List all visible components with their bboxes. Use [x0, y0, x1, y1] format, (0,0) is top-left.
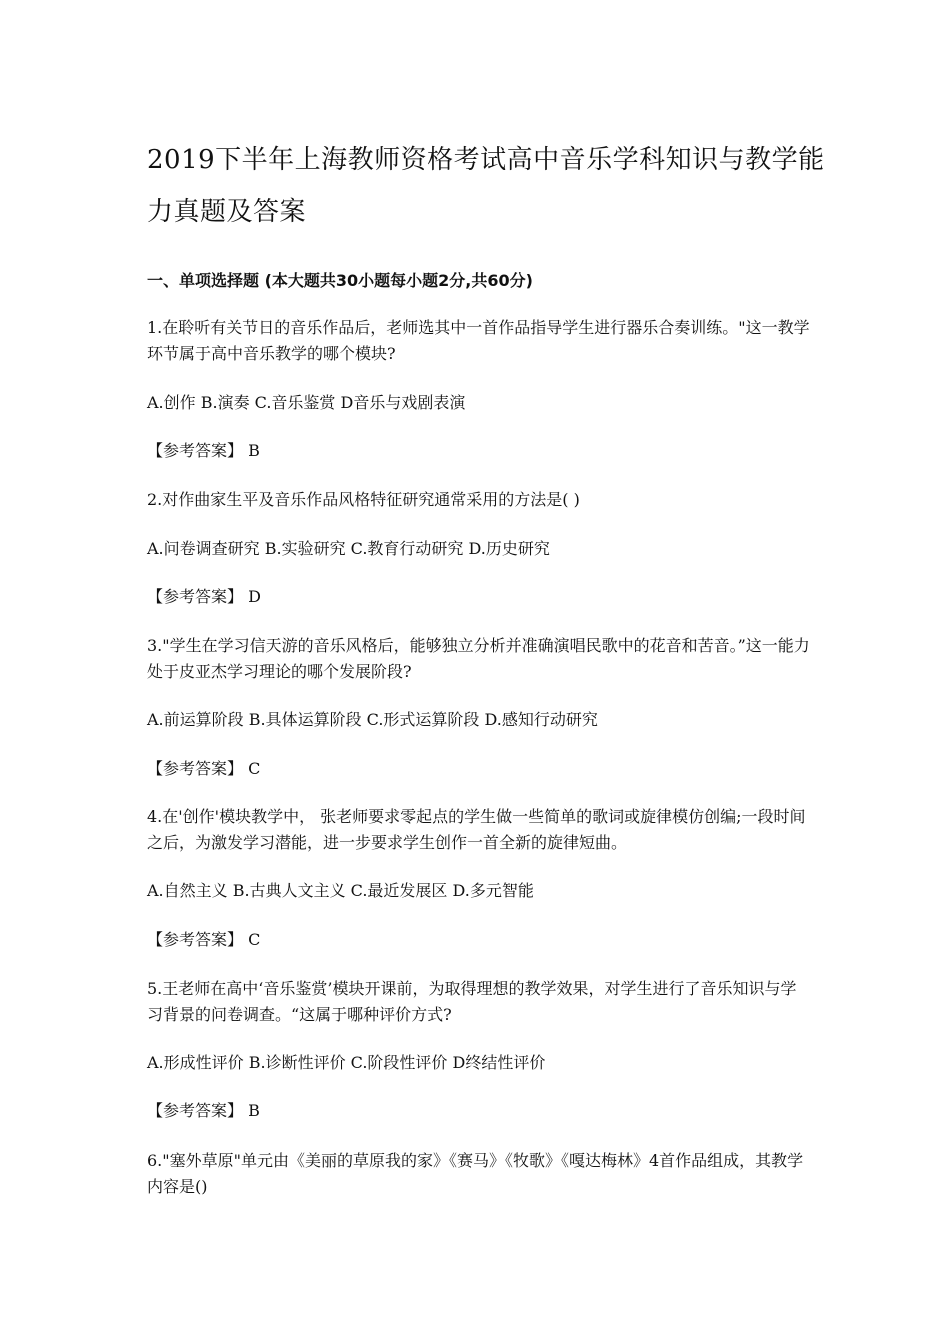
- question-5-answer: [147, 1098, 812, 1124]
- question-4-stem: 4.在'创作'模块教学中， 张老师要求零起点的学生做一些简单的歌词或旋律模仿创编;一段时间之后，为激发学习潜能，进一步要求学生创作一首全新的旋律短曲。: [147, 807, 806, 852]
- question-2-answer: [147, 584, 812, 610]
- answer-value: B: [248, 441, 260, 460]
- answer-label: 【参考答案】: [147, 441, 244, 460]
- question-1-stem: 1.在聆听有关节日的音乐作品后，老师选其中一首作品指导学生进行器乐合奏训练。"这一教学环节属于高中音乐教学的哪个模块?: [147, 318, 810, 363]
- section-heading: 一、单项选择题 (本大题共30小题每小题2分,共60分): [147, 271, 533, 290]
- question-4-answer: [147, 927, 812, 953]
- answer-label: 【参考答案】: [147, 1101, 244, 1120]
- question-3-options: A.前运算阶段 B.具体运算阶段 C.形式运算阶段 D.感知行动研究: [147, 710, 598, 729]
- answer-value: C: [248, 930, 261, 949]
- question-1-options: A.创作 B.演奏 C.音乐鉴赏 D音乐与戏剧表演: [147, 393, 466, 412]
- answer-label: 【参考答案】: [147, 759, 244, 778]
- question-2-options: A.问卷调查研究 B.实验研究 C.教育行动研究 D.历史研究: [147, 539, 550, 558]
- question-3-answer: [147, 756, 812, 782]
- title-line-1: 2019下半年上海教师资格考试高中音乐学科知识与教学能: [147, 145, 825, 175]
- question-3-stem: 3."学生在学习信天游的音乐风格后，能够独立分析并准确演唱民歌中的花音和苦音。”这一能力处于皮亚杰学习理论的哪个发展阶段?: [147, 636, 810, 681]
- document-title: [147, 134, 827, 238]
- question-1-answer: [147, 438, 812, 464]
- question-5-options: A.形成性评价 B.诊断性评价 C.阶段性评价 D终结性评价: [147, 1053, 546, 1072]
- question-5-stem: 5.王老师在高中‘音乐鉴赏’模块开课前，为取得理想的教学效果，对学生进行了音乐知识与学习背景的问卷调查。“这属于哪种评价方式?: [147, 979, 797, 1024]
- question-2-stem: 2.对作曲家生平及音乐作品风格特征研究通常采用的方法是( ): [147, 490, 580, 509]
- question-4-options: A.自然主义 B.古典人文主义 C.最近发展区 D.多元智能: [147, 881, 534, 900]
- answer-value: C: [248, 759, 261, 778]
- answer-value: B: [248, 1101, 260, 1120]
- answer-label: 【参考答案】: [147, 587, 244, 606]
- answer-label: 【参考答案】: [147, 930, 244, 949]
- title-line-2: 力真题及答案: [147, 197, 307, 227]
- answer-value: D: [248, 587, 261, 606]
- question-6-stem: 6."塞外草原"单元由《美丽的草原我的家》《赛马》《牧歌》《嘎达梅林》4首作品组成，其教学内容是(): [147, 1151, 804, 1196]
